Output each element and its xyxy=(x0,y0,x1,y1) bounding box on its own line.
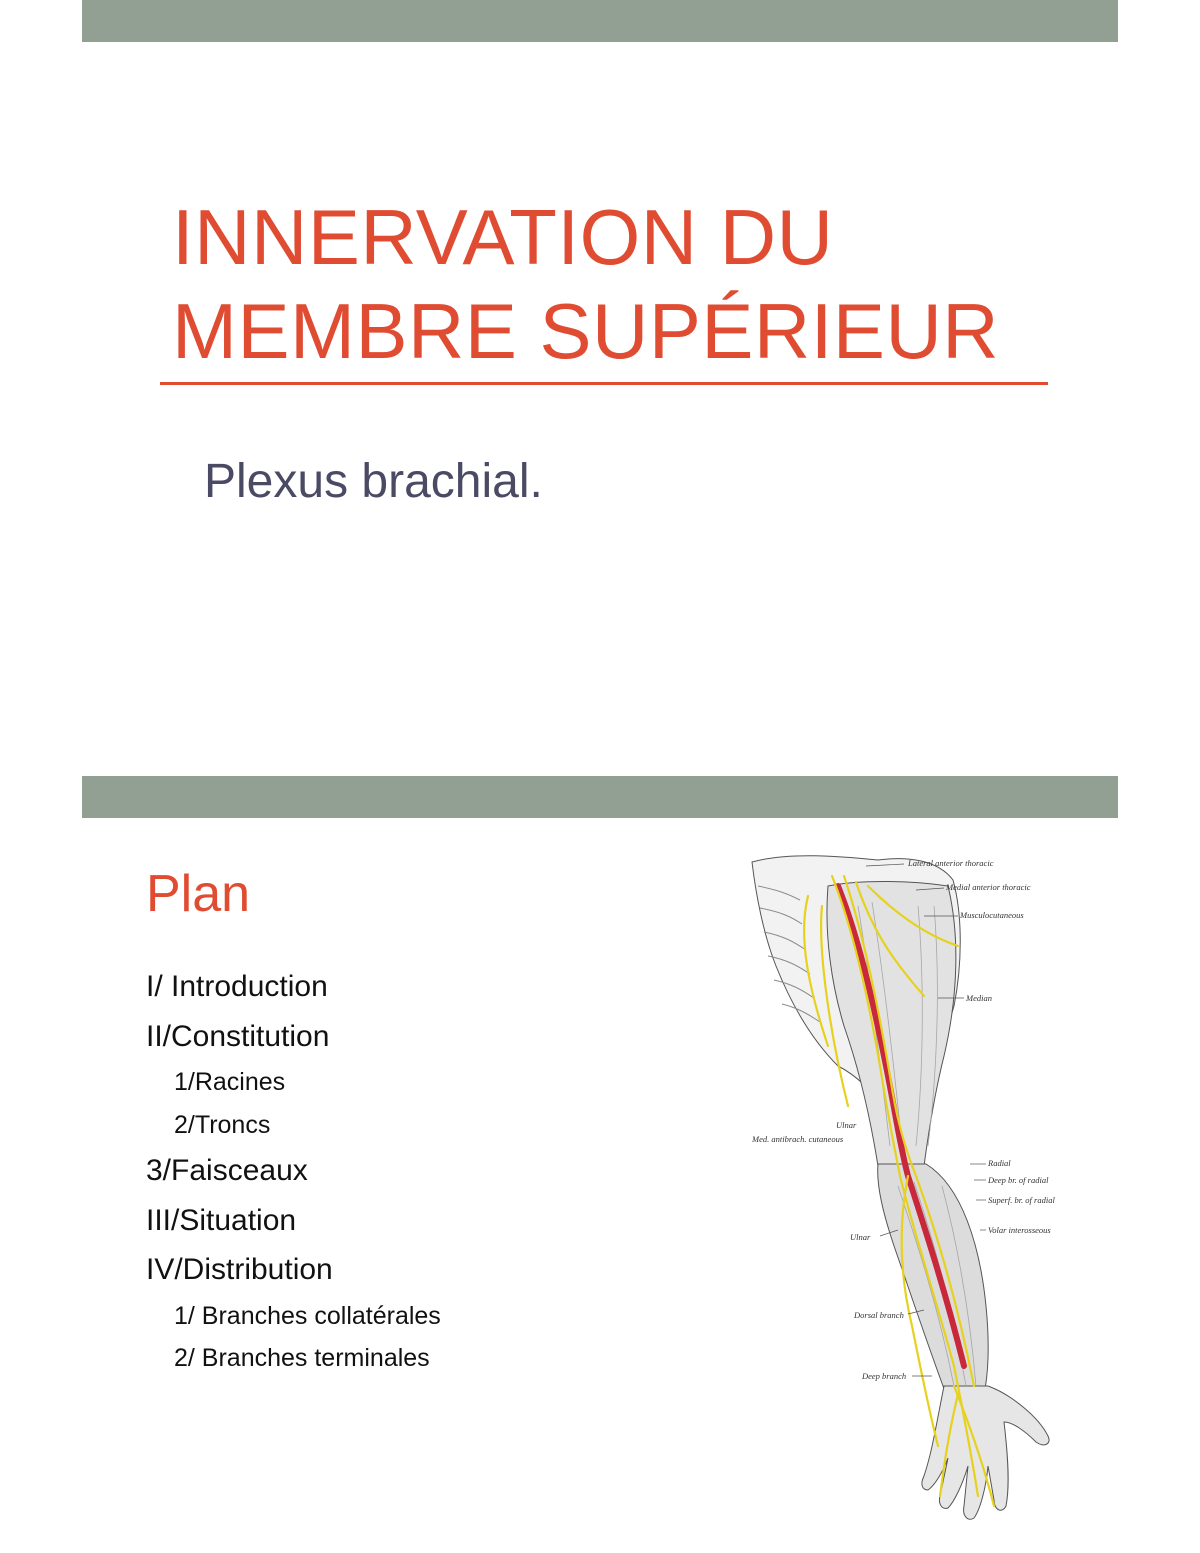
plan-item: 3/Faisceaux xyxy=(146,1154,308,1187)
plan-heading: Plan xyxy=(146,865,251,923)
label-dorsal-branch: Dorsal branch xyxy=(854,1310,904,1320)
label-superf-br-radial: Superf. br. of radial xyxy=(988,1195,1055,1205)
label-med-antibrach-cutaneous: Med. antibrach. cutaneous xyxy=(752,1134,844,1144)
label-deep-branch: Deep branch xyxy=(862,1371,907,1381)
title-line-2: MEMBRE SUPÉRIEUR xyxy=(172,287,1000,375)
label-median: Median xyxy=(966,993,992,1003)
plan-subitem: 1/ Branches collatérales xyxy=(174,1301,441,1330)
plan-item: III/Situation xyxy=(146,1203,297,1237)
slide1-title xyxy=(172,190,999,378)
arm-nerves-figure xyxy=(748,846,1088,1526)
title-underline xyxy=(160,382,1048,385)
plan-list xyxy=(146,962,441,1380)
title-line-1: INNERVATION DU xyxy=(172,193,834,281)
plan-subitem: 2/ Branches terminales xyxy=(174,1344,430,1372)
slide2-header-band xyxy=(82,776,1118,818)
label-deep-br-radial: Deep br. of radial xyxy=(988,1175,1049,1185)
plan-item: I/ Introduction xyxy=(146,970,328,1003)
hand-shape xyxy=(922,1386,1049,1519)
plan-item: II/Constitution xyxy=(146,1019,330,1053)
label-medial-anterior-thoracic: Medial anterior thoracic xyxy=(946,882,1031,892)
plan-subitem: 1/Racines xyxy=(174,1068,286,1096)
label-ulnar-upper: Ulnar xyxy=(836,1120,857,1130)
label-ulnar-lower: Ulnar xyxy=(850,1232,871,1242)
label-lateral-anterior-thoracic: Lateral anterior thoracic xyxy=(908,858,994,868)
label-volar-interosseous: Volar interosseous xyxy=(988,1225,1051,1235)
plan-item: IV/Distribution xyxy=(146,1253,333,1286)
slide1-header-band xyxy=(82,0,1118,42)
plan-subitem: 2/Troncs xyxy=(174,1110,271,1139)
slide1-subtitle: Plexus brachial. xyxy=(204,455,543,508)
arm-anatomy-illustration xyxy=(748,846,1088,1526)
forearm-shape xyxy=(878,1164,988,1394)
label-radial: Radial xyxy=(988,1158,1011,1168)
label-musculocutaneous: Musculocutaneous xyxy=(960,910,1024,920)
